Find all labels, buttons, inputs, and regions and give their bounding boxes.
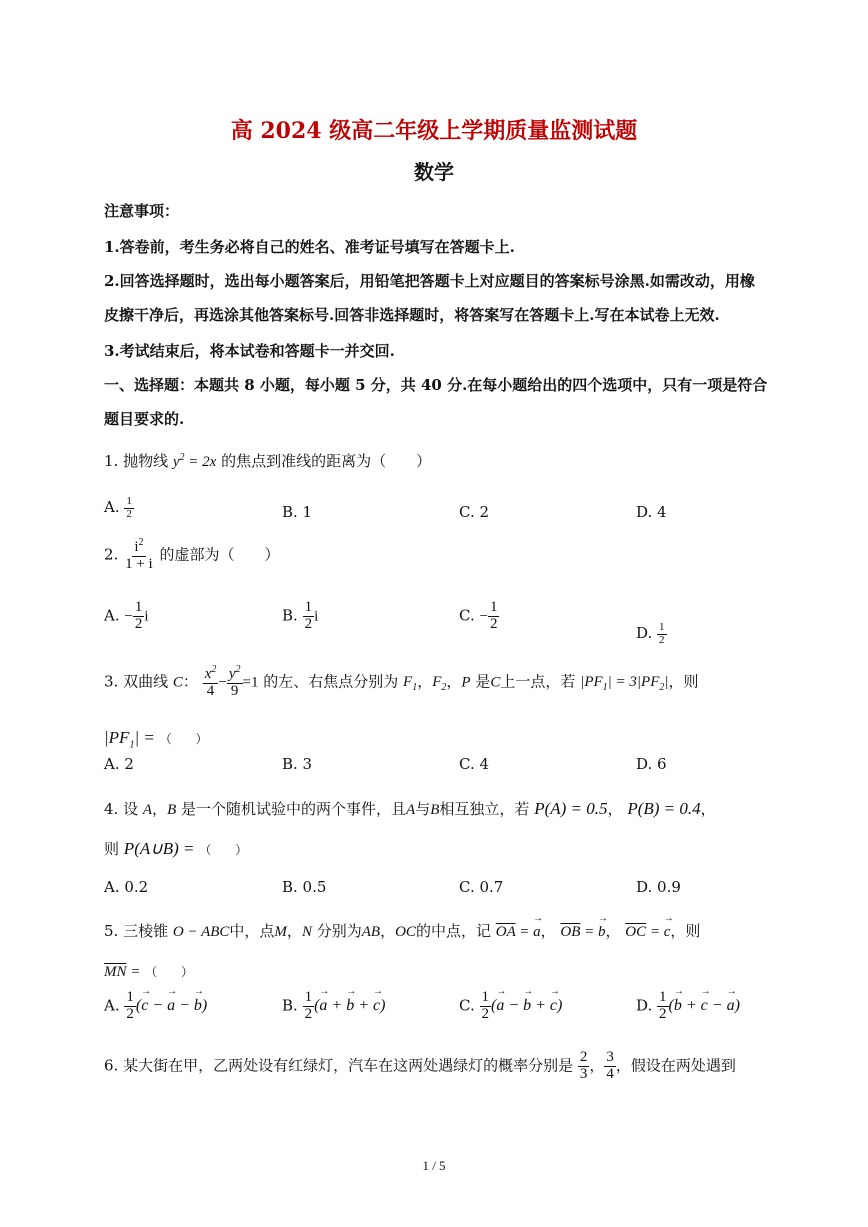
q3-text-3: 上一点，若 <box>500 672 576 691</box>
q6-text-1: ，假设在两处遇到 <box>615 1056 736 1075</box>
q4-option-a[interactable]: A. 0.2 <box>104 878 149 896</box>
notice-item-2b: 皮擦干净后，再选涂其他答案标号.回答非选择题时，将答案写在答题卡上.写在本试卷上无效. <box>104 306 720 324</box>
notice-item-2a: 2.回答选择题时，选出每小题答案后，用铅笔把答题卡上对应题目的答案标号涂黑.如需改动，用橡 <box>104 272 755 290</box>
exam-title: 高 2024 级高二年级上学期质量监测试题 <box>230 118 638 144</box>
q5-prefix: 5. 三棱锥 <box>104 922 169 940</box>
q1-option-c[interactable]: C. 2 <box>459 503 490 521</box>
fraction: $\frac{1}{2}$ <box>659 989 667 1022</box>
option-label: D. <box>636 624 653 643</box>
q4-text-5: （ ） <box>199 843 248 857</box>
q5-text-1: 中，点 <box>229 922 275 940</box>
fraction: $\frac{1}{2}$ <box>126 989 134 1022</box>
q3-text-5: （ ） <box>159 732 208 746</box>
q5-text-4: ，则 <box>670 922 701 940</box>
option-label: A. <box>104 606 120 625</box>
q5-text-3: 的中点，记 <box>415 922 491 940</box>
q2-option-a[interactable]: A. − $\frac{1}{2}$ i <box>104 599 149 632</box>
option-label: C. <box>459 996 475 1015</box>
q3-hyperbola-term-2: $\frac{y^2}{9}$ <box>228 664 241 699</box>
q5-option-a[interactable]: A. $\frac{1}{2}$ (→ c − → a − → b) <box>104 990 207 1023</box>
q2-option-b[interactable]: B. $\frac{1}{2}$ i <box>282 599 319 632</box>
q4-option-b[interactable]: B. 0.5 <box>282 878 327 896</box>
q3-prefix: 3. 双曲线 <box>104 672 169 691</box>
q3-option-a[interactable]: A. 2 <box>104 755 134 773</box>
q1-option-d[interactable]: D. 4 <box>636 503 667 521</box>
q2-option-d[interactable] <box>636 622 667 646</box>
q1-prefix: 1. 抛物线 <box>104 452 169 470</box>
q1-suffix: 的焦点到准线的距离为（ ） <box>221 452 432 470</box>
section1-line1: 一、选择题：本题共 8 小题，每小题 5 分，共 40 分.在每小题给出的四个选项中，只有一项是符合 <box>104 376 768 394</box>
q3-text-1: 的左、右焦点分别为 <box>263 672 399 691</box>
question-1 <box>104 450 431 471</box>
notice-item-3: 3.考试结束后，将本试卷和答题卡一并交回. <box>104 342 395 360</box>
q1-option-b[interactable]: B. 1 <box>282 503 313 521</box>
q5-option-b[interactable]: B. $\frac{1}{2}$ (→ a + → b + → c) <box>282 990 385 1023</box>
q2-prefix: 2. <box>104 545 119 564</box>
q2-expression: $\frac{i^2}{1 + i}$ <box>125 537 153 572</box>
q1-equation: $y^2 = 2x$ <box>172 452 217 470</box>
q4-text-4: 则 <box>104 840 120 858</box>
fraction: $\frac{1}{2}$ <box>481 989 489 1022</box>
notice-heading: 注意事项： <box>104 202 180 220</box>
q5-option-d[interactable]: D. $\frac{1}{2}$ (→ b + → c − → a) <box>636 990 740 1023</box>
question-5-line-2: $\overline{MN}$ = （ ） <box>104 964 194 980</box>
option-label: C. <box>459 606 475 625</box>
question-6: 6. 某大街在甲，乙两处设有红绿灯，汽车在这两处遇绿灯的概率分别是 $\frac{2}{3}$ ， $\frac{3}{4}$ ，假设在两处遇到 <box>104 1049 736 1082</box>
fraction: $\frac{1}{2}$ <box>489 599 498 632</box>
fraction: $\frac{1}{2}$ <box>304 989 313 1022</box>
fraction: $\frac{1}{2}$ <box>304 599 313 632</box>
q4-prefix: 4. 设 <box>104 800 139 818</box>
q3-option-b[interactable]: B. 3 <box>282 755 313 773</box>
fraction: $\frac{1}{2}$ <box>659 621 665 646</box>
fraction: $\frac{1}{2}$ <box>134 599 143 632</box>
q4-text-2: 与 <box>415 800 431 818</box>
fraction-one-half: $\frac{1}{2}$ <box>126 495 132 520</box>
q6-prefix: 6. 某大街在甲，乙两处设有红绿灯，汽车在这两处遇绿灯的概率分别是 <box>104 1056 574 1075</box>
q1-option-a[interactable] <box>104 496 134 520</box>
option-label: B. <box>282 996 298 1015</box>
q4-text-1: 是一个随机试验中的两个事件，且 <box>181 800 407 818</box>
q3-text-4: ，则 <box>668 672 699 691</box>
q2-suffix: 的虚部为（ ） <box>159 545 280 564</box>
q3-option-c[interactable]: C. 4 <box>459 755 490 773</box>
page-number: 1 / 5 <box>422 1158 446 1173</box>
question-4-line-2: 则 P(A∪B) = （ ） <box>104 839 248 858</box>
q5-option-c[interactable]: C. $\frac{1}{2}$ (→ a − → b + → c) <box>459 990 562 1023</box>
option-label: B. <box>282 606 298 625</box>
q3-text-2: 是 <box>475 672 491 691</box>
exam-subject: 数学 <box>414 160 454 184</box>
notice-item-1: 1.答卷前，考生务必将自己的姓名、准考证号填写在答题卡上. <box>104 238 515 256</box>
q3-option-d[interactable]: D. 6 <box>636 755 667 773</box>
q4-option-d[interactable]: D. 0.9 <box>636 878 681 896</box>
question-3: 3. 双曲线 C： $\frac{x^2}{4}$ − $\frac{y^2}{9}$ =1 的左、右焦点分别为 $F_1$，$F_2$，P 是C上一点，若 $|PF_1| = 3|PF_2|$，则 <box>104 664 699 699</box>
q5-text-2: 分别为 <box>316 922 362 940</box>
q2-option-c[interactable]: C. − $\frac{1}{2}$ <box>459 599 498 632</box>
fraction-two-thirds: $\frac{2}{3}$ <box>579 1049 588 1082</box>
q4-option-c[interactable]: C. 0.7 <box>459 878 504 896</box>
q5-text-5: （ ） <box>145 965 194 979</box>
q3-hyperbola-term-1: $\frac{x^2}{4}$ <box>204 664 217 699</box>
section1-line2: 题目要求的. <box>104 410 185 428</box>
option-label: A. <box>104 498 120 517</box>
fraction-three-quarters: $\frac{3}{4}$ <box>606 1049 614 1082</box>
question-4: 4. 设 A，B 是一个随机试验中的两个事件，且A与B相互独立，若 P(A) = 0.5， P(B) = 0.4， <box>104 799 716 818</box>
question-2 <box>104 538 280 573</box>
q4-text-3: 相互独立，若 <box>439 800 530 818</box>
option-label: D. <box>636 996 653 1015</box>
question-3-line-2: $|PF_1|$ = （ ） <box>104 728 208 751</box>
option-label: A. <box>104 996 120 1015</box>
question-5: 5. 三棱锥 O − ABC中，点M，N 分别为AB，OC的中点，记 $\overline{OA}$ = → a， $\overline{OB}$ = → b， $\overline{OC}$ = → c，则 <box>104 920 700 941</box>
